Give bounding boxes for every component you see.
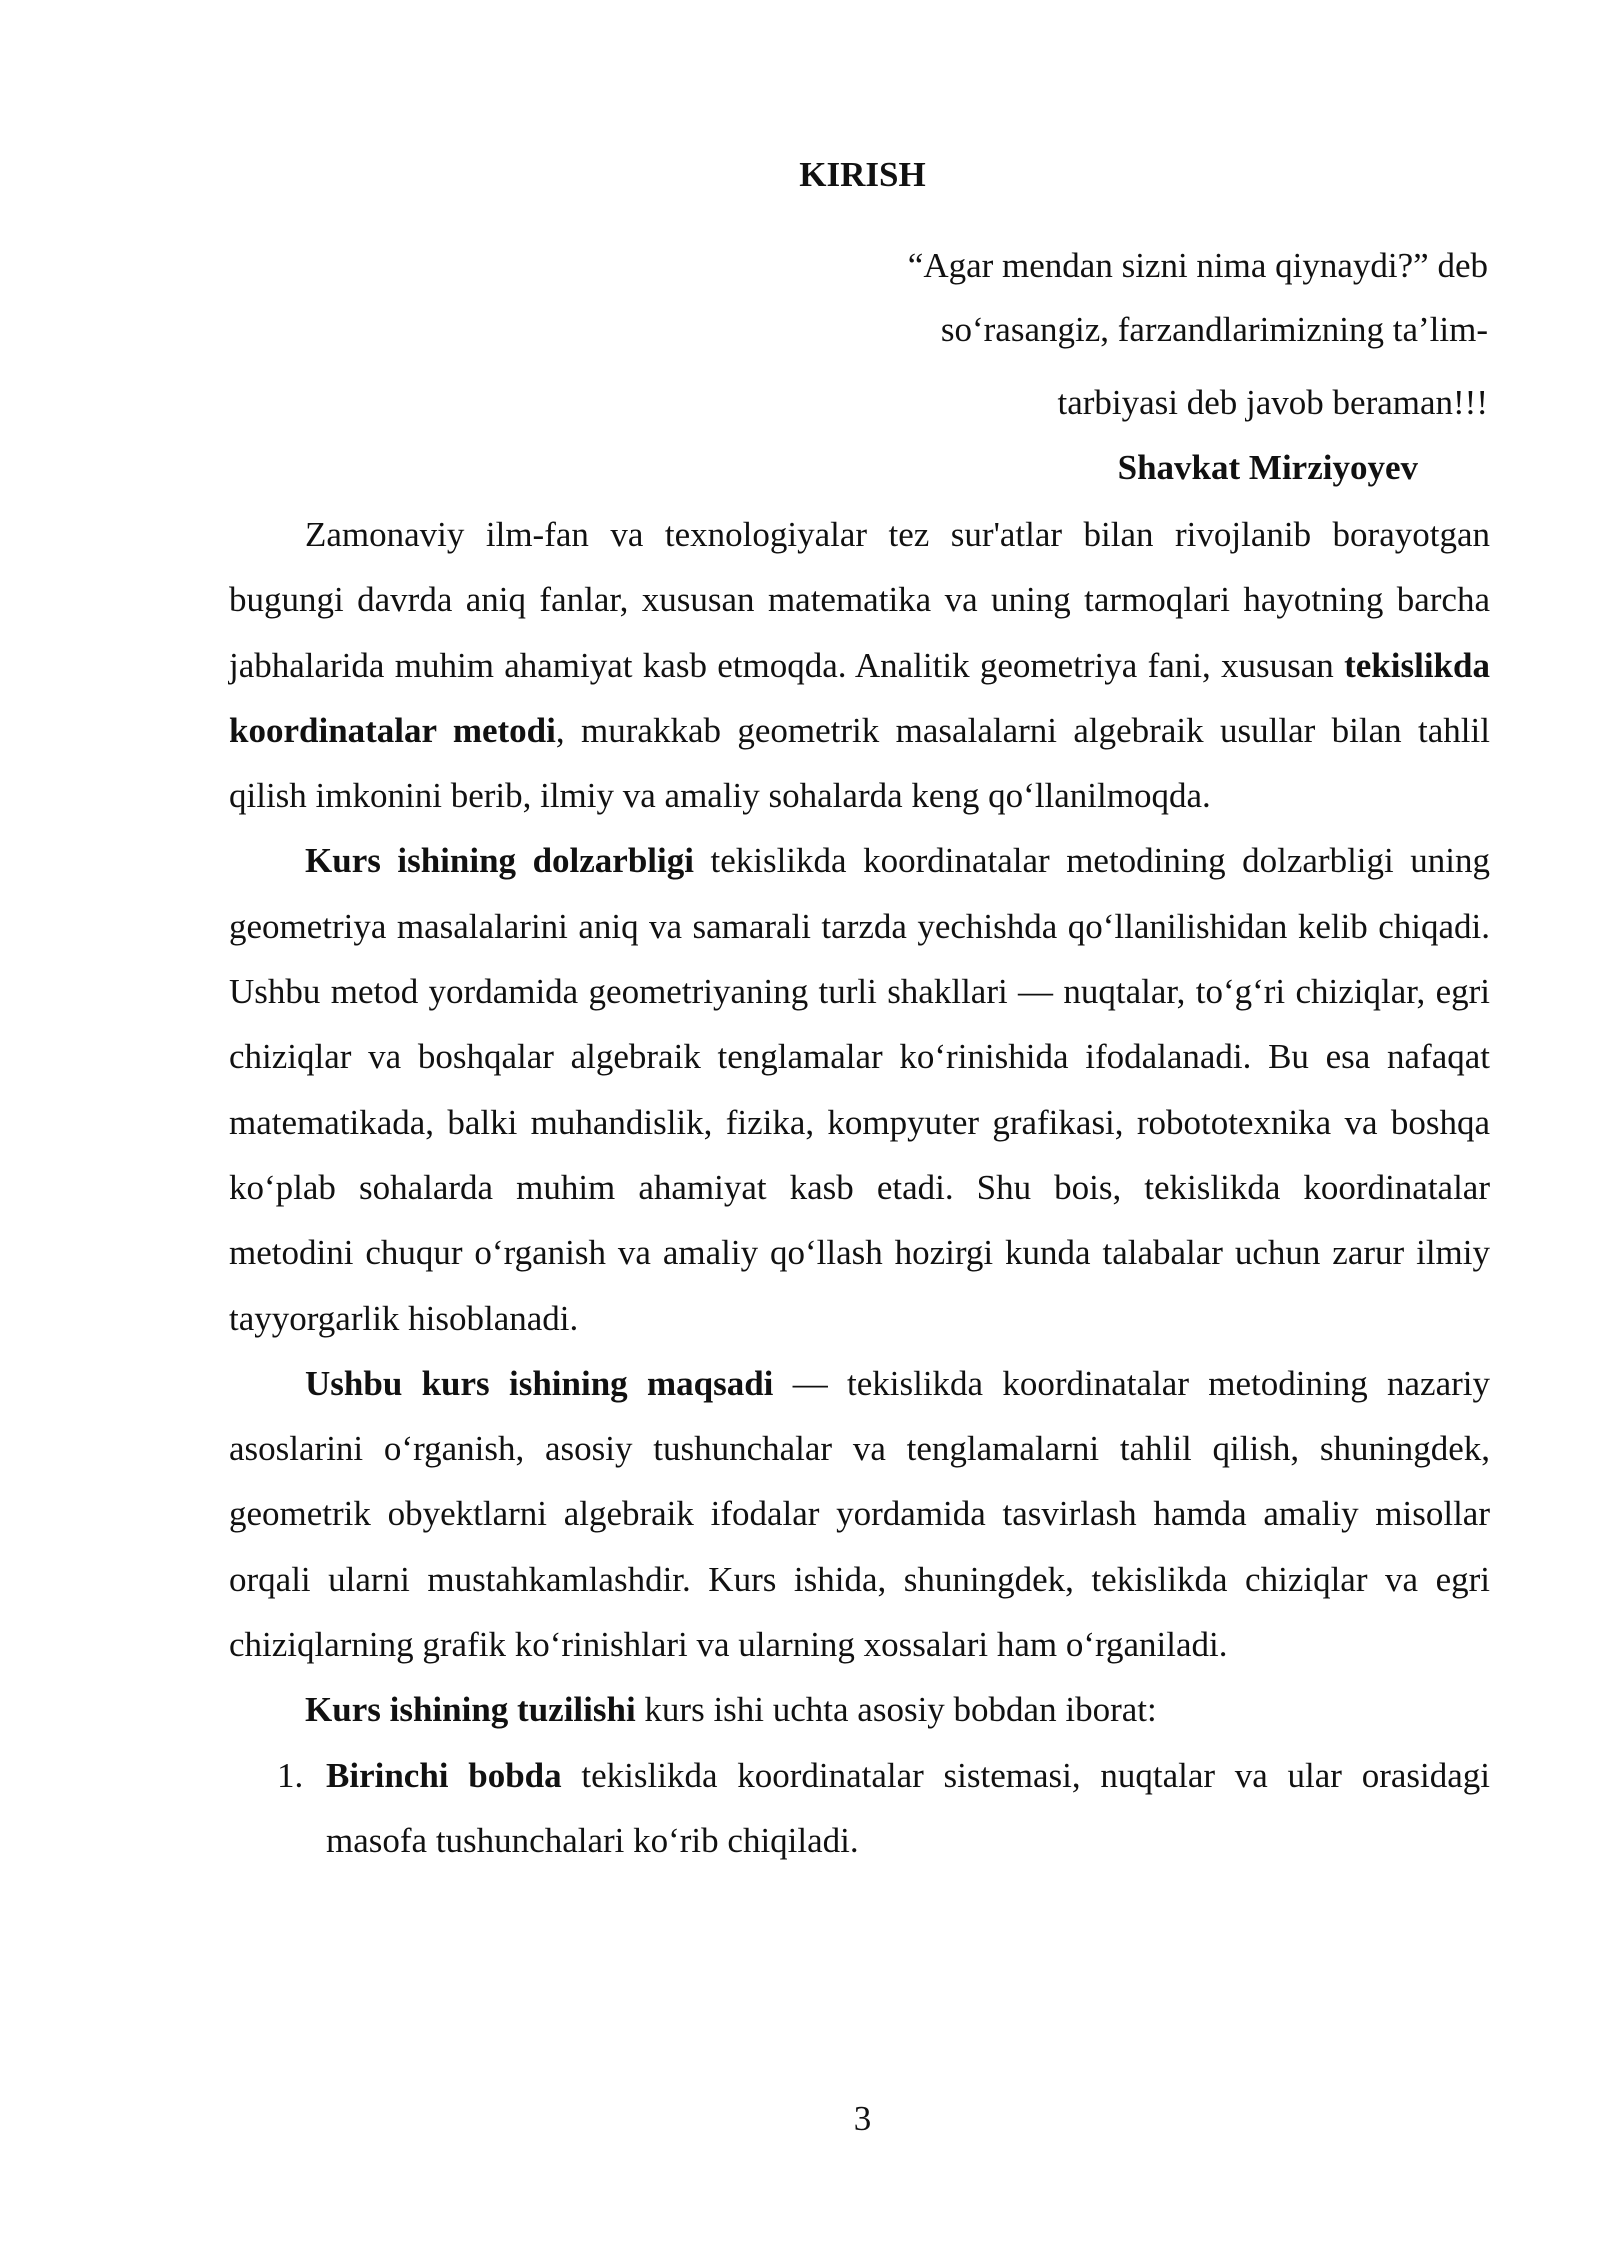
paragraph-relevance-text: tekislikda koordinatalar metodining dolzarbligi uning geometriya masalalarini aniq va samarali tarzda yechishda qo‘llanilishidan kelib chiqadi. Ushbu metod yordamida geometriyaning turli shakllari — nuqtalar, to‘g‘ri chiziqlar, egri chiziqlar va boshqalar algebraik tenglamalar ko‘rinishida ifodalanadi. Bu esa nafaqat matematikada, balki muhandislik, fizika, kompyuter grafikasi, robototexnika va boshqa ko‘plab sohalarda muhim ahamiyat kasb etadi. Shu bois, tekislikda koordinatalar metodini chuqur o‘rganish va amaliy qo‘llash hozirgi kunda talabalar uchun zarur ilmiy tayyorgarlik hisoblanadi. bbox=[229, 841, 1490, 1338]
paragraph-relevance-bold: Kurs ishining dolzarbligi bbox=[305, 841, 694, 881]
chapter-list bbox=[229, 1743, 1490, 1874]
list-item bbox=[229, 1743, 1490, 1874]
page-number: 3 bbox=[853, 2099, 872, 2138]
paragraph-goal-bold: Ushbu kurs ishining maqsadi bbox=[305, 1363, 774, 1403]
paragraph-intro-text-b: , murakkab geometrik masalalarni algebraik usullar bilan tahlil qilish imkonini berib, ilmiy va amaliy sohalarda keng qo‘llanilmoqda. bbox=[229, 710, 1490, 816]
page-title: KIRISH bbox=[799, 155, 926, 194]
paragraph-structure-text: kurs ishi uchta asosiy bobdan iborat: bbox=[635, 1690, 1157, 1730]
paragraph-structure bbox=[229, 1677, 1490, 1742]
epigraph-author: Shavkat Mirziyoyev bbox=[1117, 448, 1418, 487]
paragraph-goal-text: — tekislikda koordinatalar metodining nazariy asoslarini o‘rganish, asosiy tushunchalar va tenglamalarni tahlil qilish, shuningdek, geometrik obyektlarni algebraik ifodalar yordamida tasvirlash hamda amaliy misollar orqali ularni mustahkamlashdir. Kurs ishida, shuningdek, tekislikda chiziqlar va egri chiziqlarning grafik ko‘rinishlari va ularning xossalari ham o‘rganiladi. bbox=[229, 1363, 1490, 1665]
paragraph-structure-bold: Kurs ishining tuzilishi bbox=[305, 1690, 636, 1730]
epigraph-line-1: “Agar mendan sizni nima qiynaydi?” deb bbox=[907, 246, 1488, 285]
epigraph-line-3: tarbiyasi deb javob beraman!!! bbox=[1057, 383, 1488, 422]
list-item-number: 1. bbox=[277, 1755, 304, 1795]
paragraph-intro-bold: tekislikda koordinatalar metodi bbox=[229, 645, 1490, 750]
paragraph-intro bbox=[229, 502, 1490, 828]
epigraph-line-2: so‘rasangiz, farzandlarimizning ta’lim- bbox=[940, 310, 1488, 349]
list-item-text: tekislikda koordinatalar sistemasi, nuqtalar va ular orasidagi masofa tushunchalari ko‘rib chiqiladi. bbox=[326, 1755, 1490, 1860]
list-item-bold: Birinchi bobda bbox=[326, 1755, 562, 1795]
paragraph-goal bbox=[229, 1351, 1490, 1677]
paragraph-relevance bbox=[229, 828, 1490, 1350]
paragraph-intro-text-a: Zamonaviy ilm-fan va texnologiyalar tez sur'atlar bilan rivojlanib borayotgan bugungi davrda aniq fanlar, xususan matematika va uning tarmoqlari hayotning barcha jabhalarida muhim ahamiyat kasb etmoqda. Analitik geometriya fani, xususan bbox=[229, 515, 1490, 685]
body-text bbox=[229, 502, 1490, 1873]
